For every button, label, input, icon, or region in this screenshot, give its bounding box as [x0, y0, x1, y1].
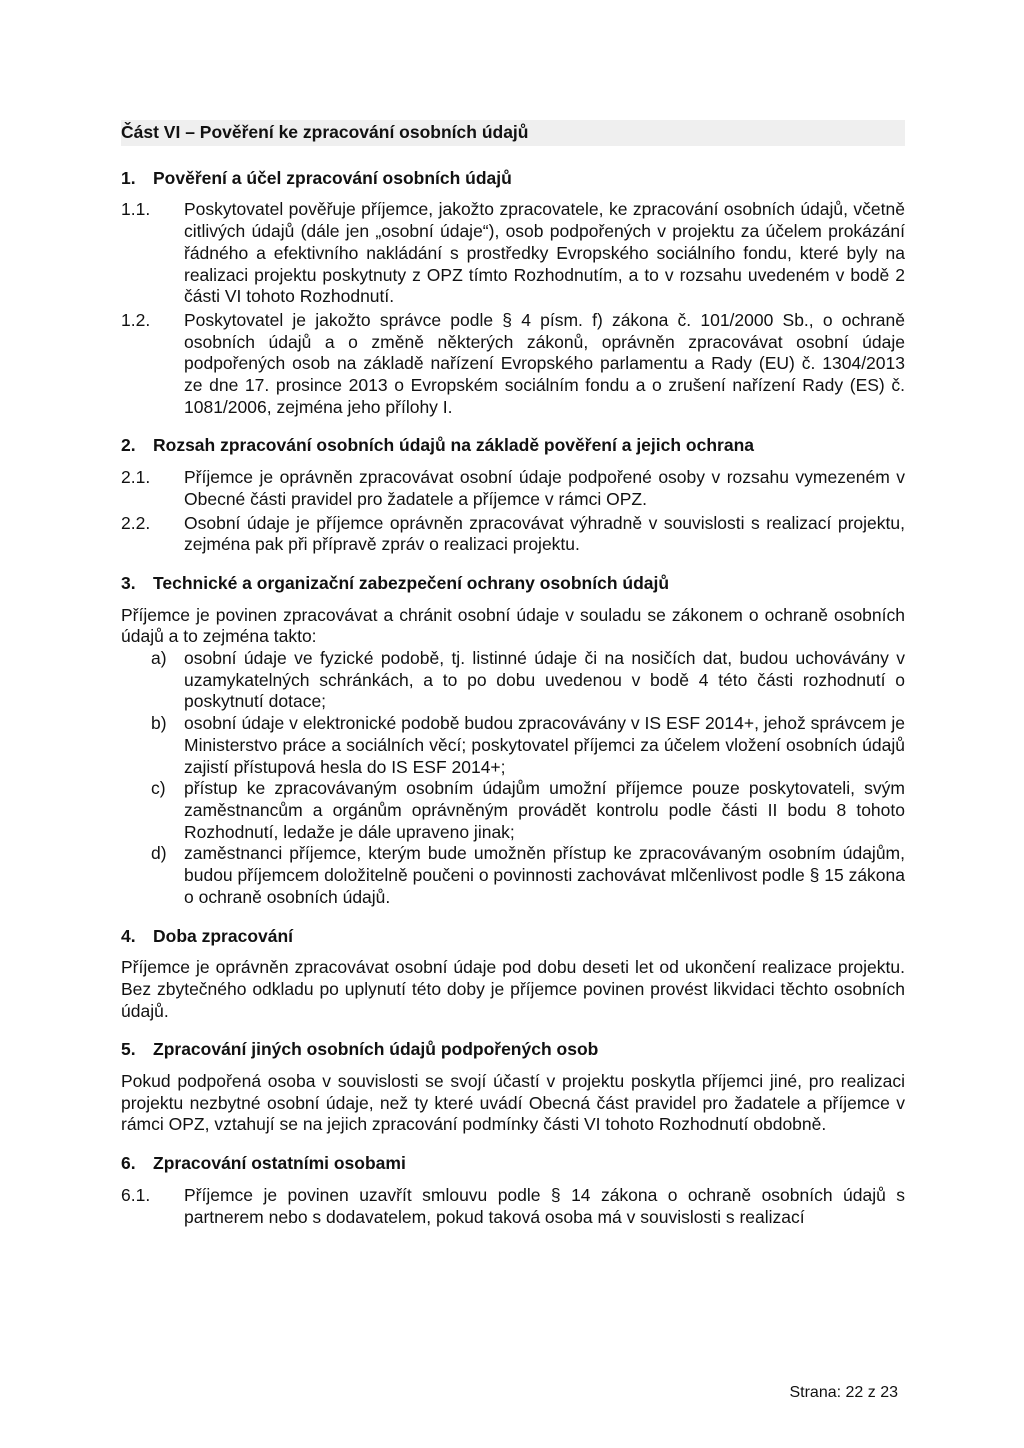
- section-title: Doba zpracování: [153, 925, 294, 946]
- section-6: [121, 1153, 905, 1228]
- section-number: 3.: [121, 572, 136, 593]
- section-number: 5.: [121, 1039, 136, 1060]
- list-text: osobní údaje ve fyzické podobě, tj. listinné údaje či na nosičích dat, budou uchovávány v uzamykatelných schránkách, a to po dobu uvedenou v bodě 4 této části rozhodnutí o poskytnutí dotace;: [184, 648, 905, 712]
- item-number: 1.1.: [121, 199, 151, 220]
- list-item: [151, 843, 905, 908]
- section-number: 6.: [121, 1153, 136, 1174]
- list-item: [151, 778, 905, 843]
- list-marker: c): [151, 778, 166, 799]
- section-text: Pokud podpořená osoba v souvislosti se svojí účastí v projektu poskytla příjemci jiné, pro realizaci projektu nezbytné osobní údaje, než ty které uvádí Obecná část pravidel pro žadatele a příjemce v rámci OPZ, vztahují se na jejich zpracování podmínky části VI tohoto Rozhodnutí obdobně.: [121, 1071, 905, 1135]
- paragraph-item: [121, 513, 905, 556]
- list-item: [151, 648, 905, 713]
- part-title: Část VI – Pověření ke zpracování osobních údajů: [121, 120, 905, 146]
- item-number: 6.1.: [121, 1184, 151, 1205]
- paragraph-item: [121, 467, 905, 510]
- section-number: 1.: [121, 167, 136, 188]
- item-text: Příjemce je povinen uzavřít smlouvu podle § 14 zákona o ochraně osobních údajů s partnerem nebo s dodavatelem, pokud taková osoba má v souvislosti s realizací: [184, 1184, 905, 1227]
- section-title: Zpracování ostatními osobami: [153, 1153, 406, 1174]
- item-number: 2.2.: [121, 512, 151, 533]
- section-2: [121, 435, 905, 556]
- section-title: Technické a organizační zabezpečení ochrany osobních údajů: [153, 572, 670, 593]
- paragraph-item: [121, 310, 905, 419]
- section-number: 4.: [121, 925, 136, 946]
- item-number: 2.1.: [121, 467, 151, 488]
- item-number: 1.2.: [121, 309, 151, 330]
- section-text: Příjemce je oprávněn zpracovávat osobní údaje pod dobu deseti let od ukončení realizace projektu. Bez zbytečného odkladu po uplynutí této doby je příjemce povinen provést likvidaci těchto osobních údajů.: [121, 957, 905, 1021]
- document-page: [121, 120, 905, 1245]
- item-text: Osobní údaje je příjemce oprávněn zpracovávat výhradně v souvislosti s realizací projektu, zejména pak při přípravě zpráv o realizaci projektu.: [184, 512, 905, 555]
- section-4: [121, 926, 905, 1023]
- section-heading: [121, 1039, 905, 1061]
- section-intro: Příjemce je povinen zpracovávat a chránit osobní údaje v souladu se zákonem o ochraně osobních údajů a to zejména takto:: [121, 604, 905, 647]
- section-heading: [121, 168, 905, 190]
- section-5: [121, 1039, 905, 1136]
- section-title: Rozsah zpracování osobních údajů na základě pověření a jejich ochrana: [153, 435, 754, 456]
- item-text: Příjemce je oprávněn zpracovávat osobní údaje podpořené osoby v rozsahu vymezeném v Obecné části pravidel pro žadatele a příjemce v rámci OPZ.: [184, 467, 905, 509]
- section-1: [121, 168, 905, 419]
- list-marker: b): [151, 713, 167, 734]
- section-heading: [121, 573, 905, 595]
- paragraph-item: [121, 1185, 905, 1228]
- section-number: 2.: [121, 435, 136, 456]
- list-item: [151, 713, 905, 778]
- item-text: Poskytovatel pověřuje příjemce, jakožto zpracovatele, ke zpracování osobních údajů, včetně citlivých údajů (dále jen „osobní údaje“), osob podpořených v projektu za účelem prokázání řádného a efektivního nakládání s prostředky Evropského sociálního fondu, které byly na realizaci projektu poskytnuty z OPZ tímto Rozhodnutím, a to v rozsahu uvedeném v bodě 2 části VI tohoto Rozhodnutí.: [184, 199, 905, 307]
- section-3: [121, 573, 905, 909]
- list-text: přístup ke zpracovávaným osobním údajům umožní příjemce pouze poskytovateli, svým zaměstnancům a orgánům oprávněným provádět kontrolu podle části II bodu 8 tohoto Rozhodnutí, ledaže je dále upraveno jinak;: [184, 778, 905, 842]
- item-text: Poskytovatel je jakožto správce podle § 4 písm. f) zákona č. 101/2000 Sb., o ochraně osobních údajů a o změně některých zákonů, oprávněn zpracovávat osobní údaje podpořených osob na základě nařízení Evropského parlamentu a Rady (EU) č. 1304/2013 ze dne 17. prosince 2013 o Evropském sociálním fondu a o zrušení nařízení Rady (ES) č. 1081/2006, zejména jeho přílohy I.: [184, 309, 905, 417]
- list-marker: a): [151, 648, 167, 669]
- list-marker: d): [151, 843, 167, 864]
- page-number: Strana: 22 z 23: [789, 1384, 898, 1401]
- section-title: Zpracování jiných osobních údajů podpořených osob: [153, 1039, 599, 1060]
- section-heading: [121, 435, 905, 457]
- section-title: Pověření a účel zpracování osobních údajů: [153, 167, 512, 188]
- paragraph-item: [121, 199, 905, 308]
- list-text: osobní údaje v elektronické podobě budou zpracovávány v IS ESF 2014+, jehož správcem je Ministerstvo práce a sociálních věcí; poskytovatel příjemci za účelem vložení osobních údajů zajistí přístupová hesla do IS ESF 2014+;: [184, 713, 905, 777]
- section-heading: [121, 1153, 905, 1175]
- section-heading: [121, 926, 905, 948]
- list-text: zaměstnanci příjemce, kterým bude umožněn přístup ke zpracovávaným osobním údajům, budou příjemcem doložitelně poučeni o povinnosti zachovávat mlčenlivost podle § 15 zákona o ochraně osobních údajů.: [184, 843, 905, 907]
